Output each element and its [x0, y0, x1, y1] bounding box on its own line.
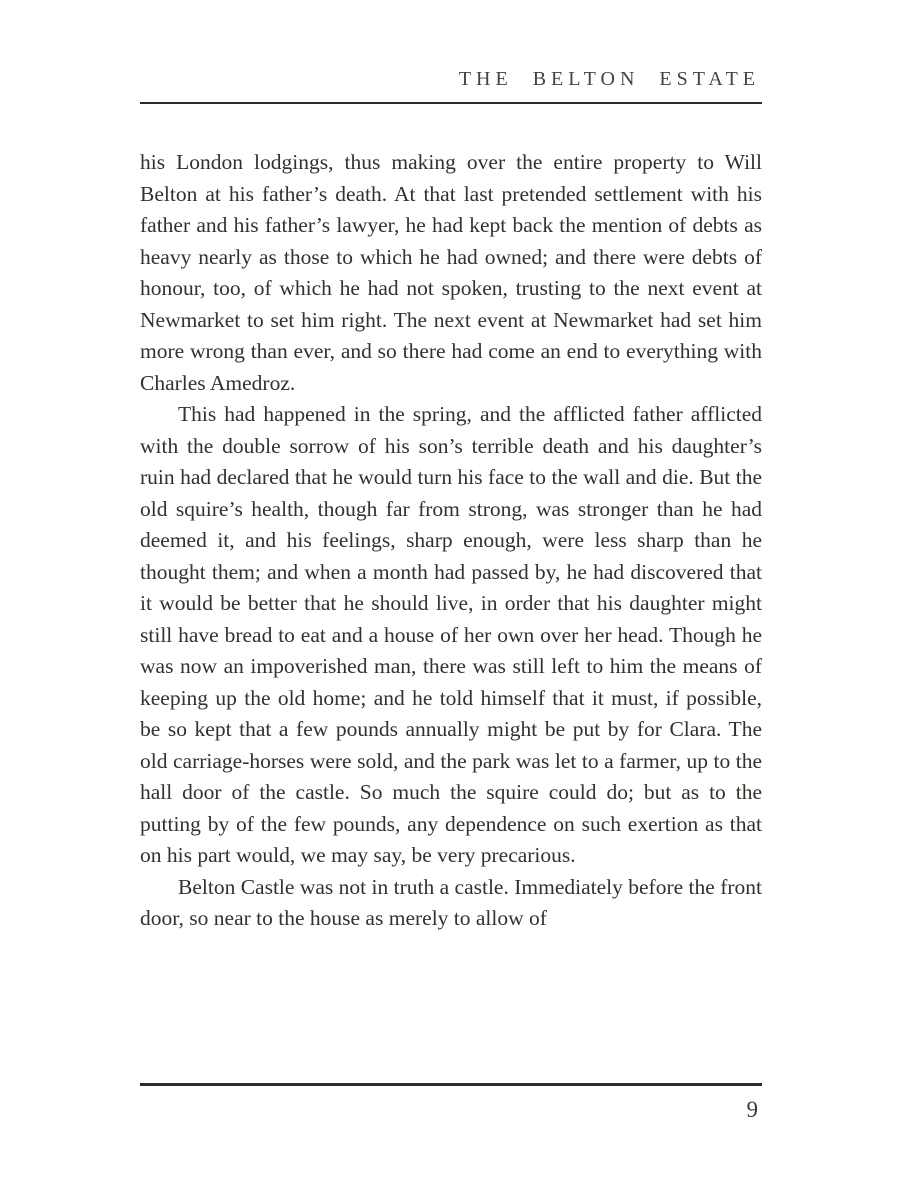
- page-content: [140, 0, 762, 935]
- header-rule: [140, 102, 762, 104]
- paragraph: his London lodgings, thus making over the entire property to Will Belton at his father’s death. At that last pretended settlement with his father and his father’s lawyer, he had kept back the mention of debts as heavy nearly as those to which he had owned; and there were debts of honour, too, of which he had not spoken, trusting to the next event at Newmarket to set him right. The next event at Newmarket had set him more wrong than ever, and so there had come an end to everything with Charles Amedroz.: [140, 150, 762, 395]
- paragraph: This had happened in the spring, and the afflicted father afflicted with the double sorrow of his son’s terrible death and his daughter’s ruin had declared that he would turn his face to the wall and die. But the old squire’s health, though far from strong, was stronger than he had deemed it, and his feelings, sharp enough, were less sharp than he thought them; and when a month had passed by, he had discovered that it would be better that he should live, in order that his daughter might still have bread to eat and a house of her own over her head. Though he was now an impoverished man, there was still left to him the means of keeping up the old home; and he told himself that it must, if possible, be so kept that a few pounds annually might be put by for Clara. The old carriage-horses were sold, and the park was let to a farmer, up to the hall door of the castle. So much the squire could do; but as to the putting by of the few pounds, any dependence on such exertion as that on his part would, we may say, be very precarious.: [140, 402, 762, 867]
- page-header: [140, 68, 762, 104]
- page-number: 9: [746, 1097, 758, 1122]
- running-head-title: THE BELTON ESTATE: [458, 68, 760, 90]
- footer-rule: [140, 1083, 762, 1086]
- page-footer: [140, 1083, 762, 1123]
- paragraph: Belton Castle was not in truth a castle. Immediately before the front door, so near to the house as merely to allow of: [140, 874, 762, 930]
- body-text: [140, 147, 762, 935]
